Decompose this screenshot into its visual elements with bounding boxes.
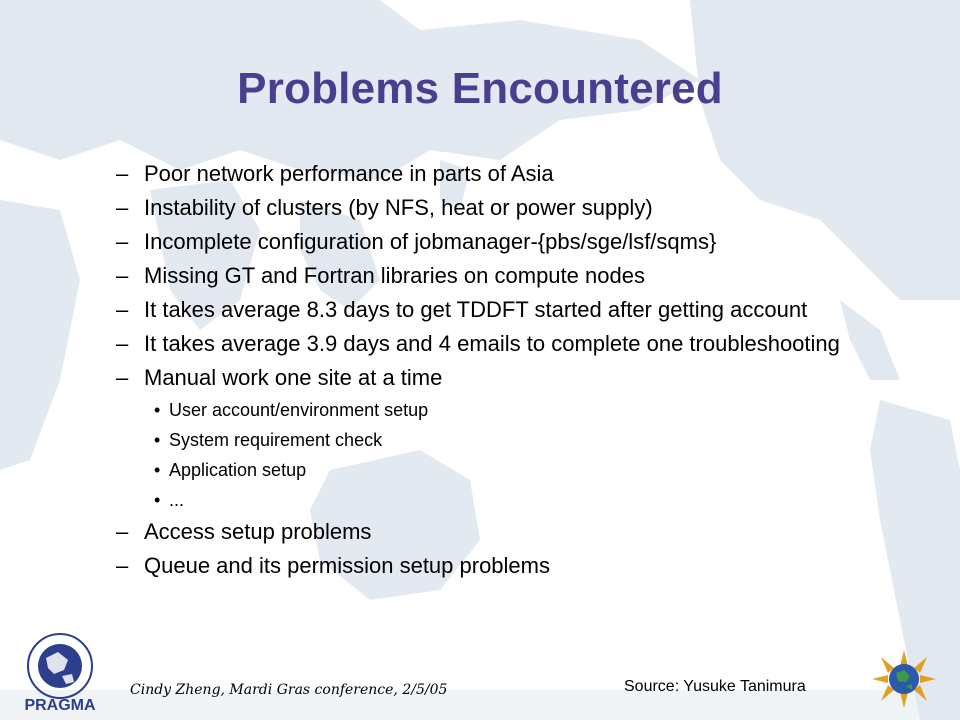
list-item	[116, 196, 856, 219]
list-item	[116, 264, 856, 287]
bullet-text: Missing GT and Fortran libraries on compute nodes	[144, 263, 645, 288]
dot-bullet: •	[154, 460, 161, 480]
dot-bullet: •	[154, 430, 161, 450]
sub-list-item	[116, 490, 856, 510]
dash-bullet: –	[116, 229, 129, 254]
list-item	[116, 554, 856, 577]
footer-source: Source: Yusuke Tanimura	[624, 678, 806, 695]
dash-bullet: –	[116, 263, 129, 288]
sub-bullet-text: Application setup	[169, 460, 307, 480]
dash-bullet: –	[116, 331, 129, 356]
dot-bullet: •	[154, 400, 161, 420]
dash-bullet: –	[116, 161, 129, 186]
list-item	[116, 366, 856, 389]
dash-bullet: –	[116, 195, 129, 220]
sub-bullet-text: User account/environment setup	[169, 400, 429, 420]
slide-title: Problems Encountered	[237, 64, 723, 113]
sub-bullet-text: System requirement check	[169, 430, 383, 450]
list-item	[116, 298, 856, 321]
globe-sun-logo	[868, 648, 940, 710]
list-item	[116, 162, 856, 185]
sub-list-item	[116, 460, 856, 480]
footer-author: Cindy Zheng, Mardi Gras conference, 2/5/05	[130, 682, 448, 698]
pragma-logo-text: PRAGMA	[24, 697, 96, 714]
dot-bullet: •	[154, 490, 161, 510]
list-item	[116, 520, 856, 543]
sub-list-item	[116, 430, 856, 450]
dash-bullet: –	[116, 365, 129, 390]
bullet-text: Incomplete configuration of jobmanager-{pbs/sge/lsf/sqms}	[144, 229, 717, 254]
dash-bullet: –	[116, 297, 129, 322]
bullet-text: Manual work one site at a time	[144, 365, 443, 390]
bullet-text: Poor network performance in parts of Asia	[144, 161, 554, 186]
pragma-logo	[10, 630, 114, 714]
dash-bullet: –	[116, 519, 129, 544]
bullet-text: It takes average 3.9 days and 4 emails to complete one troubleshooting	[144, 331, 840, 356]
list-item	[116, 230, 856, 253]
bullet-list	[116, 162, 856, 588]
bullet-text: Queue and its permission setup problems	[144, 553, 550, 578]
sub-list-item	[116, 400, 856, 420]
bullet-text: It takes average 8.3 days to get TDDFT started after getting account	[144, 297, 808, 322]
dash-bullet: –	[116, 553, 129, 578]
sub-bullet-text: ...	[169, 490, 185, 510]
bullet-text: Instability of clusters (by NFS, heat or power supply)	[144, 195, 653, 220]
bullet-text: Access setup problems	[144, 519, 372, 544]
list-item	[116, 332, 856, 355]
